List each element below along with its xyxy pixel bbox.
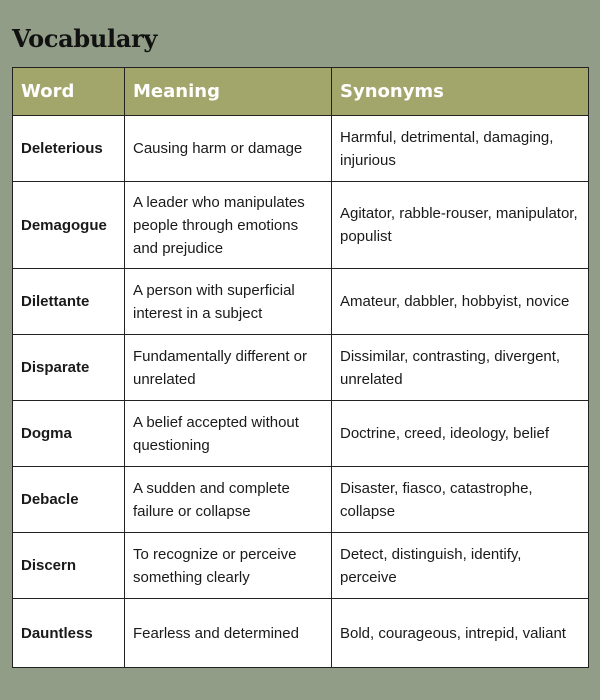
meaning-cell: A belief accepted without questioning: [125, 401, 332, 467]
synonyms-cell: Detect, distinguish, identify, perceive: [332, 533, 589, 599]
synonyms-cell: Agitator, rabble-rouser, manipulator, populist: [332, 182, 589, 269]
meaning-cell: A leader who manipulates people through emotions and prejudice: [125, 182, 332, 269]
table-row: [13, 269, 589, 335]
table-row: [13, 116, 589, 182]
table-row: [13, 182, 589, 269]
table-row: [13, 335, 589, 401]
vocabulary-table: [12, 67, 589, 668]
table-row: [13, 533, 589, 599]
table-header-row: [13, 68, 589, 116]
word-cell: Debacle: [13, 467, 125, 533]
word-cell: Dauntless: [13, 599, 125, 668]
synonyms-cell: Amateur, dabbler, hobbyist, novice: [332, 269, 589, 335]
meaning-cell: A person with superficial interest in a subject: [125, 269, 332, 335]
meaning-cell: Causing harm or damage: [125, 116, 332, 182]
meaning-cell: A sudden and complete failure or collapse: [125, 467, 332, 533]
synonyms-cell: Dissimilar, contrasting, divergent, unrelated: [332, 335, 589, 401]
table-row: [13, 401, 589, 467]
meaning-cell: To recognize or perceive something clearly: [125, 533, 332, 599]
synonyms-cell: Bold, courageous, intrepid, valiant: [332, 599, 589, 668]
synonyms-cell: Disaster, fiasco, catastrophe, collapse: [332, 467, 589, 533]
word-cell: Disparate: [13, 335, 125, 401]
column-header-word: Word: [13, 68, 125, 116]
column-header-meaning: Meaning: [125, 68, 332, 116]
word-cell: Deleterious: [13, 116, 125, 182]
meaning-cell: Fearless and determined: [125, 599, 332, 668]
meaning-cell: Fundamentally different or unrelated: [125, 335, 332, 401]
table-row: [13, 599, 589, 668]
table-row: [13, 467, 589, 533]
synonyms-cell: Harmful, detrimental, damaging, injurious: [332, 116, 589, 182]
word-cell: Demagogue: [13, 182, 125, 269]
synonyms-cell: Doctrine, creed, ideology, belief: [332, 401, 589, 467]
word-cell: Dogma: [13, 401, 125, 467]
column-header-synonyms: Synonyms: [332, 68, 589, 116]
word-cell: Discern: [13, 533, 125, 599]
word-cell: Dilettante: [13, 269, 125, 335]
page-title: Vocabulary: [12, 24, 158, 53]
